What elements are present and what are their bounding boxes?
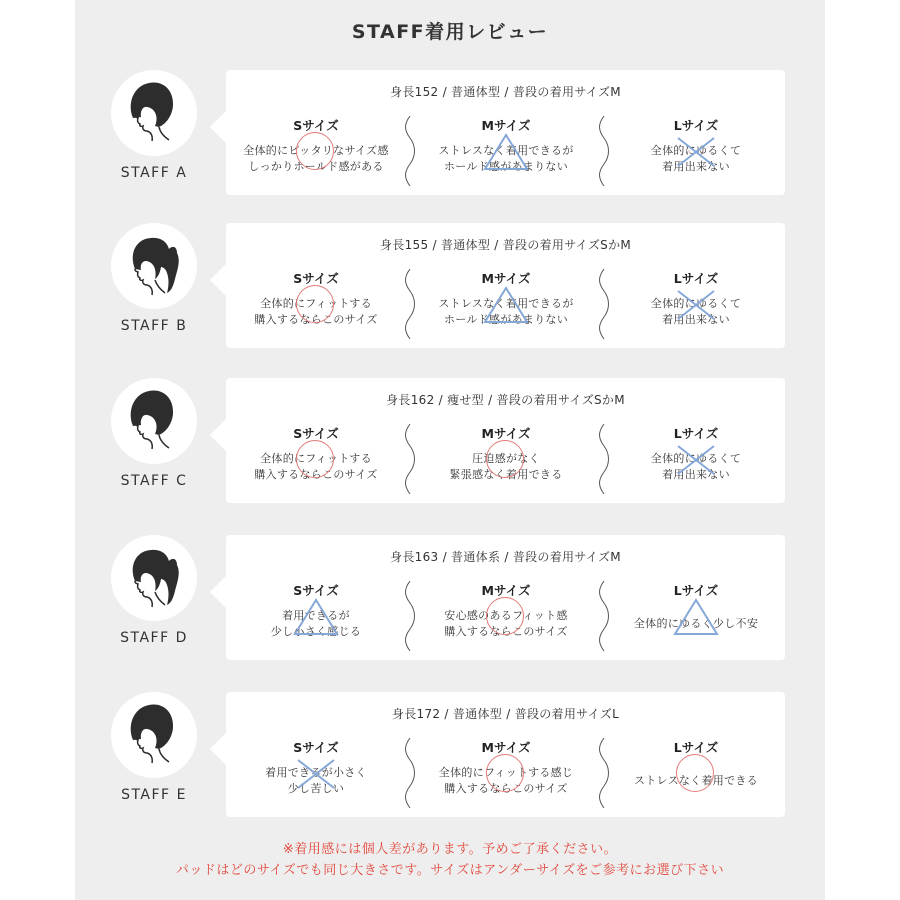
description-line: 全体的にゆるくて [650, 452, 742, 465]
size-title: Sサイズ [293, 271, 339, 286]
size-review [606, 271, 786, 341]
size-review [226, 740, 406, 810]
description-line: ストレスなく着用できるが [438, 297, 574, 310]
wavy-divider [404, 581, 416, 655]
description-line: 少し苦しい [287, 782, 345, 795]
size-title: Lサイズ [673, 271, 719, 286]
short-hair-woman-silhouette-icon [111, 378, 197, 464]
page-title: STAFF着用レビュー [351, 21, 549, 43]
circle-rating-icon [296, 285, 334, 323]
description-line: 全体的にフィットする感じ [438, 766, 574, 779]
staff-profile: 身長162 / 痩せ型 / 普段の着用サイズSかM [386, 393, 625, 407]
staff-row [0, 223, 900, 353]
description-line: 圧迫感がなく [472, 452, 540, 465]
circle-rating-icon [296, 440, 334, 478]
size-review [416, 426, 596, 496]
description-line: 着用出来ない [662, 468, 730, 481]
description-line: 緊張感なく着用できる [449, 468, 563, 481]
speech-bubble-pointer [210, 263, 227, 297]
cross-rating-icon [672, 440, 720, 484]
description-line: ホールド感があまりない [443, 160, 569, 173]
staff-row [0, 70, 900, 200]
description-line: 全体的にゆるく少し不安 [633, 617, 759, 630]
triangle-rating-icon [672, 597, 720, 641]
ponytail-woman-silhouette-icon [111, 223, 197, 309]
staff-profile: 身長155 / 普通体型 / 普段の着用サイズSかM [379, 238, 632, 252]
description-line: 購入するならこのサイズ [444, 625, 568, 638]
circle-rating-icon [486, 597, 524, 635]
ponytail-woman-silhouette-icon [111, 535, 197, 621]
staff-label: STAFF D [120, 630, 188, 646]
speech-bubble-pointer [210, 110, 227, 144]
size-review [226, 426, 406, 496]
review-card [226, 535, 785, 660]
size-review [416, 740, 596, 810]
review-card [226, 378, 785, 503]
triangle-rating-icon [292, 597, 340, 641]
wavy-divider [404, 738, 416, 812]
size-review [416, 583, 596, 653]
circle-rating-icon [296, 132, 334, 170]
short-hair-woman-silhouette-icon [111, 70, 197, 156]
note-line-2: パッドはどのサイズでも同じ大きさです。サイズはアンダーサイズをご参考にお選び下さい [175, 863, 725, 878]
description-line: 着用できるが [282, 609, 350, 622]
description-line: 全体的にゆるくて [650, 144, 742, 157]
description-line: 少し小さく感じる [270, 625, 362, 638]
size-title: Mサイズ [481, 426, 531, 441]
cross-rating-icon [292, 754, 340, 798]
size-review [226, 271, 406, 341]
size-title: Sサイズ [293, 583, 339, 598]
size-title: Sサイズ [293, 740, 339, 755]
circle-rating-icon [486, 754, 524, 792]
size-title: Lサイズ [673, 118, 719, 133]
description-line: 全体的にピッタリなサイズ感 [243, 144, 389, 157]
cross-rating-icon [672, 285, 720, 329]
size-title: Lサイズ [673, 740, 719, 755]
size-review [416, 271, 596, 341]
description-line: ホールド感があまりない [443, 313, 569, 326]
description-line: 購入するならこのサイズ [444, 782, 568, 795]
staff-profile: 身長172 / 普通体型 / 普段の着用サイズL [391, 707, 620, 721]
size-title: Mサイズ [481, 583, 531, 598]
description-line: 着用出来ない [662, 160, 730, 173]
description-line: 着用できるが小さく [265, 766, 367, 779]
description-line: 着用出来ない [662, 313, 730, 326]
description-line: 購入するならこのサイズ [254, 313, 378, 326]
description-line: 購入するならこのサイズ [254, 468, 378, 481]
cross-rating-icon [672, 132, 720, 176]
description-line: 全体的にゆるくて [650, 297, 742, 310]
size-title: Mサイズ [481, 118, 531, 133]
circle-rating-icon [486, 440, 524, 478]
review-card [226, 692, 785, 817]
review-card [226, 70, 785, 195]
staff-label: STAFF E [121, 787, 187, 803]
wavy-divider [404, 424, 416, 498]
size-title: Sサイズ [293, 426, 339, 441]
size-title: Sサイズ [293, 118, 339, 133]
staff-label: STAFF A [120, 165, 188, 181]
description-line: 安心感のあるフィット感 [444, 609, 568, 622]
description-line: ストレスなく着用できるが [438, 144, 574, 157]
triangle-rating-icon [482, 132, 530, 176]
staff-label: STAFF B [120, 318, 188, 334]
size-review [606, 583, 786, 653]
speech-bubble-pointer [210, 418, 227, 452]
staff-label: STAFF C [120, 473, 188, 489]
description-line: しっかりホールド感がある [248, 160, 384, 173]
staff-row [0, 692, 900, 822]
wavy-divider [404, 116, 416, 190]
size-review [416, 118, 596, 188]
size-review [606, 740, 786, 810]
description-line: 全体的にフィットする [260, 297, 372, 310]
note-line-1: ※着用感には個人差があります。予めご了承ください。 [282, 842, 618, 857]
size-review [606, 426, 786, 496]
size-title: Mサイズ [481, 740, 531, 755]
speech-bubble-pointer [210, 575, 227, 609]
short-hair-woman-silhouette-icon [111, 692, 197, 778]
speech-bubble-pointer [210, 732, 227, 766]
size-review [226, 118, 406, 188]
size-title: Mサイズ [481, 271, 531, 286]
triangle-rating-icon [482, 285, 530, 329]
circle-rating-icon [676, 754, 714, 792]
staff-row [0, 535, 900, 665]
size-title: Lサイズ [673, 426, 719, 441]
review-card [226, 223, 785, 348]
staff-profile: 身長152 / 普通体型 / 普段の着用サイズM [390, 85, 621, 99]
wavy-divider [404, 269, 416, 343]
staff-row [0, 378, 900, 508]
size-title: Lサイズ [673, 583, 719, 598]
description-line: ストレスなく着用できる [634, 774, 758, 787]
staff-profile: 身長163 / 普通体系 / 普段の着用サイズM [390, 550, 621, 564]
description-line: 全体的にフィットする [260, 452, 372, 465]
size-review [226, 583, 406, 653]
size-review [606, 118, 786, 188]
